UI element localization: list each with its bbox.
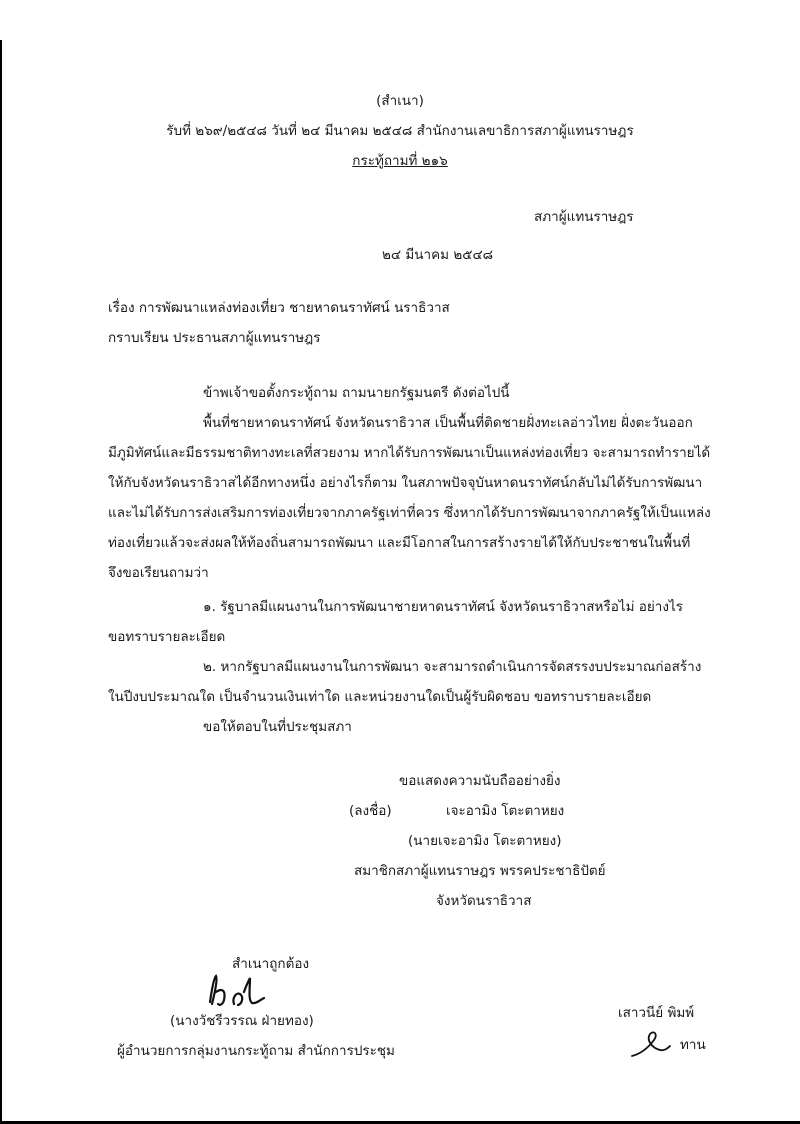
receipt-line: รับที่ ๒๖๙/๒๕๔๘ วันที่ ๒๔ มีนาคม ๒๕๔๘ สำนักงานเลขาธิการสภาผู้แทนราษฎร <box>166 123 634 139</box>
regards-line: ขอแสดงความนับถืออย่างยิ่ง <box>399 773 561 789</box>
checker-initials <box>628 1026 672 1062</box>
certifier-name: (นางวัชรีวรรณ ฝ่ายทอง) <box>170 1013 314 1029</box>
salutation-line: กราบเรียน ประธานสภาผู้แทนราษฎร <box>108 330 321 346</box>
question-number-text: กระทู้ถามที่ ๒๑๖ <box>352 153 448 169</box>
signed-label: (ลงชื่อ) <box>349 803 392 819</box>
body-paragraph-line: ให้กับจังหวัดนราธิวาสได้อีกทางหนึ่ง อย่างไรก็ตาม ในสภาพปัจจุบันหาดนราทัศน์กลับไม่ได้รับการพัฒนา <box>108 475 703 491</box>
certifier-title: ผู้อำนวยการกลุ่มงานกระทู้ถาม สำนักการประชุม <box>117 1043 395 1059</box>
scan-edge-left <box>0 40 2 1124</box>
question-one-cont: ขอทราบรายละเอียด <box>108 629 226 645</box>
office-name: สภาผู้แทนราษฎร <box>534 209 634 225</box>
question-number <box>0 152 800 170</box>
printed-name: (นายเจะอามิง โตะตาหยง) <box>408 833 562 849</box>
member-position: สมาชิกสภาผู้แทนราษฎร พรรคประชาธิปัตย์ <box>354 863 606 879</box>
certified-label: สำเนาถูกต้อง <box>232 956 310 972</box>
letter-date: ๒๔ มีนาคม ๒๕๔๘ <box>382 247 494 263</box>
question-two-cont: ในปีงบประมาณใด เป็นจำนวนเงินเท่าใด และหน่วยงานใดเป็นผู้รับผิดชอบ ขอทราบรายละเอียด <box>108 689 652 705</box>
copy-mark: (สำเนา) <box>376 93 424 109</box>
certifier-signature <box>200 970 270 1010</box>
body-paragraph-line: พื้นที่ชายหาดนราทัศน์ จังหวัดนราธิวาส เป็นพื้นที่ติดชายฝั่งทะเลอ่าวไทย ฝั่งตะวันออก <box>203 415 693 431</box>
body-paragraph-line: จึงขอเรียนถามว่า <box>108 565 209 581</box>
subject-line: เรื่อง การพัฒนาแหล่งท่องเที่ยว ชายหาดนราทัศน์ นราธิวาส <box>108 300 450 316</box>
body-paragraph-line: ท่องเที่ยวแล้วจะส่งผลให้ท้องถิ่นสามารถพัฒนา และมีโอกาสในการสร้างรายได้ให้กับประชาชนในพื้นที่ <box>108 535 691 551</box>
province: จังหวัดนราธิวาส <box>436 893 532 909</box>
signed-name: เจะอามิง โตะตาหยง <box>446 803 565 819</box>
question-two: ๒. หากรัฐบาลมีแผนงานในการพัฒนา จะสามารถดำเนินการจัดสรรงบประมาณก่อสร้าง <box>203 659 702 675</box>
closing-request: ขอให้ตอบในที่ประชุมสภา <box>203 719 352 735</box>
body-paragraph-line: มีภูมิทัศน์และมีธรรมชาติทางทะเลที่สวยงาม หากได้รับการพัฒนาเป็นแหล่งท่องเที่ยว จะสามารถทำรายได้ <box>108 445 711 461</box>
body-intro: ข้าพเจ้าขอตั้งกระทู้ถาม ถามนายกรัฐมนตรี ดังต่อไปนี้ <box>203 385 510 401</box>
question-one: ๑. รัฐบาลมีแผนงานในการพัฒนาชายหาดนราทัศน์ จังหวัดนราธิวาสหรือไม่ อย่างไร <box>203 599 684 615</box>
checked-label: ทาน <box>680 1037 706 1053</box>
body-paragraph-line: และไม่ได้รับการส่งเสริมการท่องเที่ยวจากภาครัฐเท่าที่ควร ซึ่งหากได้รับการพัฒนาจากภาครัฐให้เป็นแหล่ง <box>108 505 711 521</box>
typist-name: เสาวนีย์ พิมพ์ <box>618 1005 695 1021</box>
